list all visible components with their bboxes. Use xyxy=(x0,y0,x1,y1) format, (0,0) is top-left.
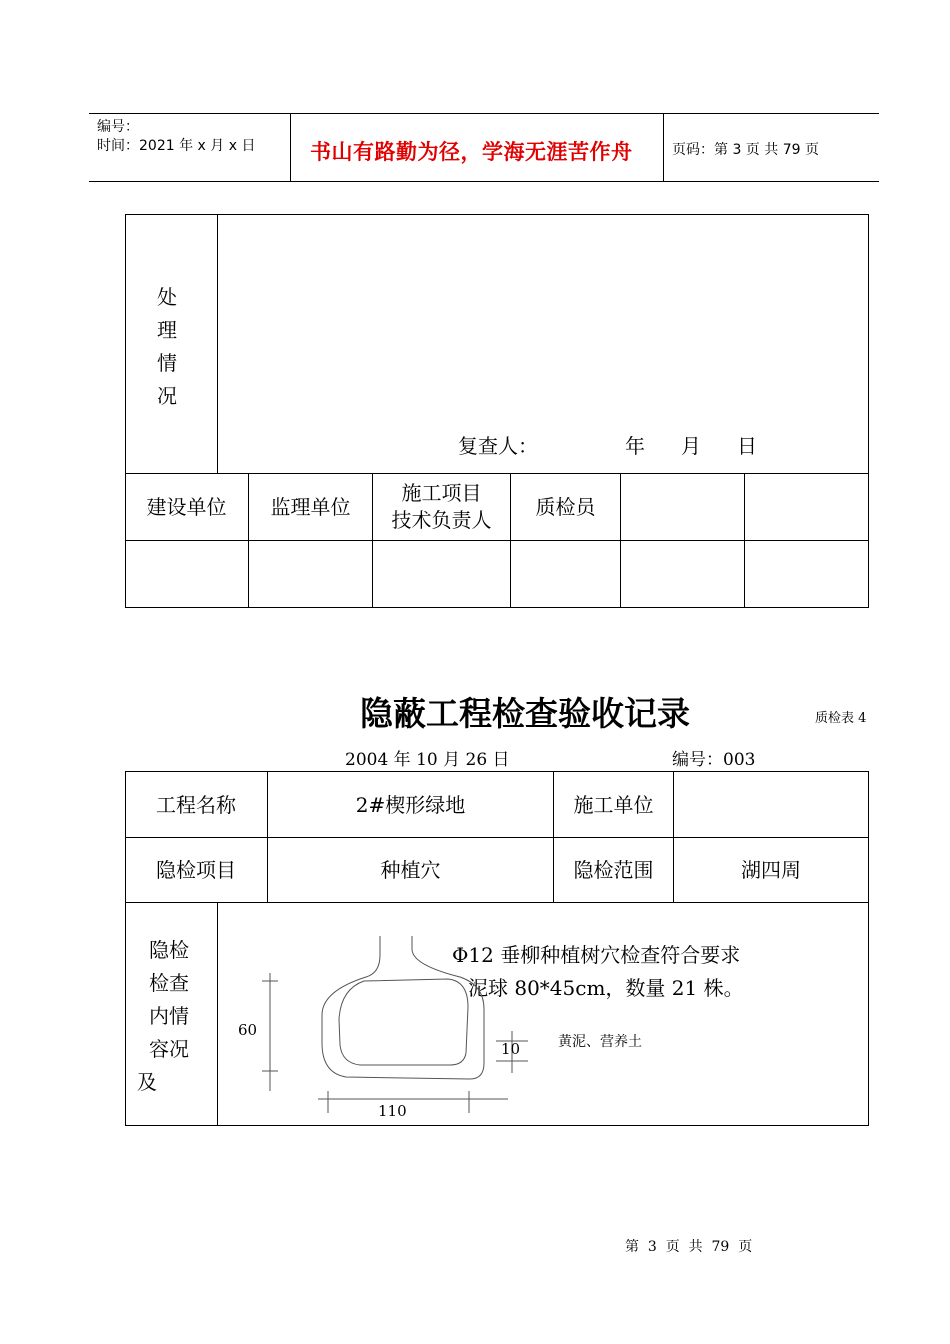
dim-width-text: 110 xyxy=(378,1102,407,1120)
inspection-scope-value: 湖四周 xyxy=(741,858,801,882)
handling-label-char: 处 xyxy=(157,285,177,309)
inspection-item-label: 隐检项目 xyxy=(156,858,236,882)
content-label-line: 容况 xyxy=(149,1037,189,1061)
project-name-value: 2#楔形绿地 xyxy=(355,792,466,817)
project-name-label: 工程名称 xyxy=(156,792,236,817)
inspection-item-value: 种植穴 xyxy=(380,858,441,882)
content-label-line: 检查 xyxy=(149,971,189,995)
header-page-info: 页码：第 3 页 共 79 页 xyxy=(672,142,819,158)
record-serial: 编号：003 xyxy=(672,750,756,770)
construction-unit-label: 施工单位 xyxy=(573,792,654,817)
record-date: 2004 年 10 月 26 日 xyxy=(345,750,510,770)
content-label-line: 隐检 xyxy=(149,938,189,962)
handling-label-char: 情 xyxy=(157,351,177,375)
content-label-line: 及 xyxy=(137,1070,157,1094)
header-motto: 书山有路勤为径，学海无涯苦作舟 xyxy=(310,140,633,164)
sign-header-supervisor: 监理单位 xyxy=(270,495,351,519)
content-line-2: 泥球 80*45cm，数量 21 株。 xyxy=(468,976,744,1000)
header-bottom-rule xyxy=(89,181,879,182)
header-time-label: 时间：2021 年 x 月 x 日 xyxy=(97,138,256,154)
construction-unit-value xyxy=(674,772,868,837)
dim-height-text: 60 xyxy=(238,1021,258,1039)
sign-header-owner: 建设单位 xyxy=(146,495,227,519)
handling-label xyxy=(157,281,177,413)
dim-depth-text: 10 xyxy=(501,1040,521,1058)
header-top-rule xyxy=(89,113,879,114)
sign-header-tech-lead: 施工项目 技术负责人 xyxy=(391,481,492,532)
date-month-label: 月 xyxy=(681,434,701,458)
sign-header-blank xyxy=(745,474,868,540)
reviewer-label: 复查人： xyxy=(458,434,538,458)
content-label-line: 内情 xyxy=(149,1004,189,1028)
sign-header-blank xyxy=(621,474,744,540)
pit-outer-outline xyxy=(322,936,484,1079)
header-divider-right xyxy=(663,113,664,182)
handling-label-char: 况 xyxy=(157,384,177,408)
header-code-label: 编号： xyxy=(97,119,139,135)
content-label xyxy=(137,934,189,1099)
pit-inner-outline xyxy=(339,979,468,1065)
header-divider-left xyxy=(290,113,291,182)
date-day-label: 日 xyxy=(737,434,757,458)
content-line-1: Φ12 垂柳种植树穴检查符合要求 xyxy=(452,943,741,967)
planting-pit-diagram xyxy=(218,903,558,1125)
inspection-scope-label: 隐检范围 xyxy=(573,858,654,882)
handling-label-char: 理 xyxy=(157,318,177,342)
footer-page-number: 第 3 页 共 79 页 xyxy=(625,1239,753,1255)
form-number: 质检表 4 xyxy=(815,711,867,726)
record-title: 隐蔽工程检查验收记录 xyxy=(360,694,690,733)
sign-header-inspector: 质检员 xyxy=(535,495,596,519)
date-year-label: 年 xyxy=(625,434,645,458)
soil-note: 黄泥、营养土 xyxy=(558,1034,642,1050)
